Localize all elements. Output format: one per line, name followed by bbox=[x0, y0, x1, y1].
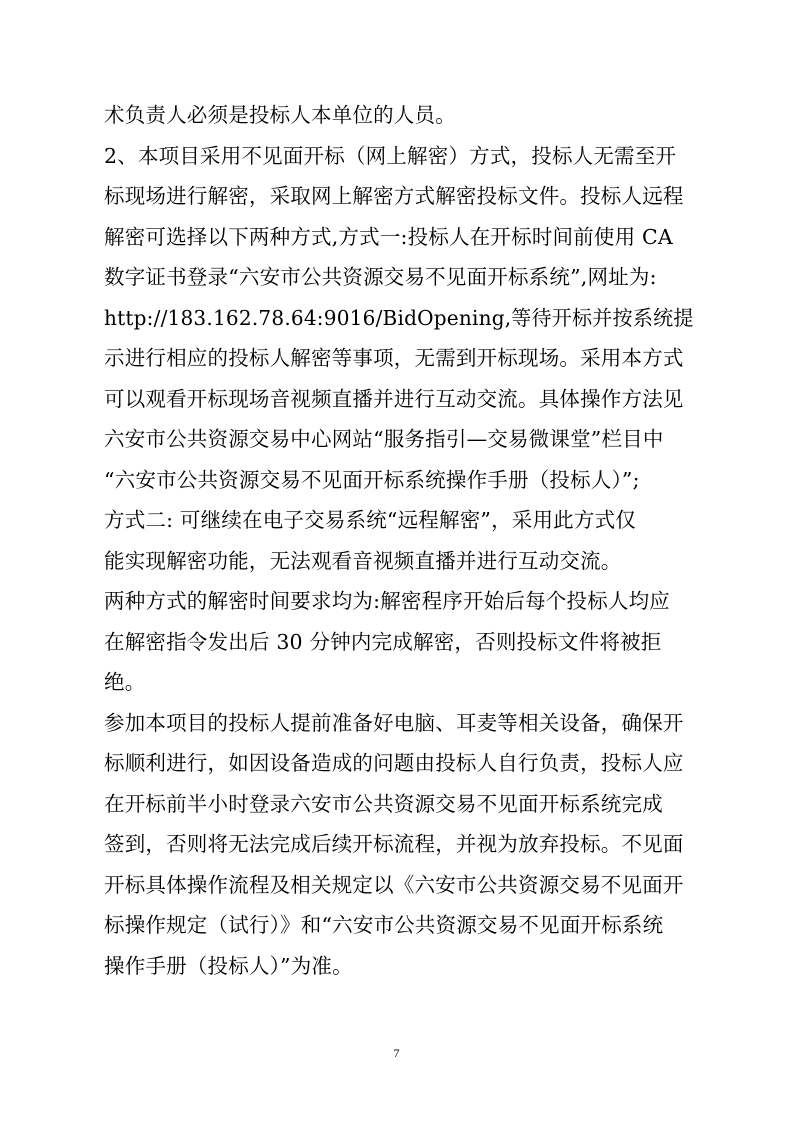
text-line: 标现场进行解密，采取网上解密方式解密投标文件。投标人远程 bbox=[104, 184, 684, 208]
text-line: 操作手册（投标人）”为准。 bbox=[104, 954, 353, 978]
text-line: 术负责人必须是投标人本单位的人员。 bbox=[104, 103, 456, 127]
text-line: 标顺利进行，如因设备造成的问题由投标人自行负责，投标人应 bbox=[104, 751, 684, 775]
text-line: 开标具体操作流程及相关规定以《六安市公共资源交易不见面开 bbox=[104, 873, 684, 897]
url-text-line: http://183.162.78.64:9016/BidOpening,等待开标并按系统提 bbox=[104, 306, 694, 330]
text-line: 方式二: 可继续在电子交易系统“远程解密”，采用此方式仅 bbox=[104, 508, 636, 532]
text-line: 签到，否则将无法完成后续开标流程，并视为放弃投标。不见面 bbox=[104, 832, 684, 856]
text-line: 在解密指令发出后 30 分钟内完成解密，否则投标文件将被拒 bbox=[104, 630, 662, 654]
text-line: 2、本项目采用不见面开标（网上解密）方式，投标人无需至开 bbox=[104, 144, 677, 168]
text-line: 绝。 bbox=[104, 670, 146, 694]
text-line: 解密可选择以下两种方式,方式一:投标人在开标时间前使用 CA bbox=[104, 225, 673, 249]
text-line: 标操作规定（试行）》和“六安市公共资源交易不见面开标系统 bbox=[104, 913, 664, 937]
text-line: 数字证书登录“六安市公共资源交易不见面开标系统”,网址为: bbox=[104, 265, 657, 289]
page-number: 7 bbox=[393, 1046, 400, 1060]
text-line: 两种方式的解密时间要求均为:解密程序开始后每个投标人均应 bbox=[104, 589, 671, 613]
text-line: 在开标前半小时登录六安市公共资源交易不见面开标系统完成 bbox=[104, 792, 663, 816]
text-line: 六安市公共资源交易中心网站“服务指引—交易微课堂”栏目中 bbox=[104, 427, 664, 451]
text-line: 可以观看开标现场音视频直播并进行互动交流。具体操作方法见 bbox=[104, 387, 684, 411]
text-line: “六安市公共资源交易不见面开标系统操作手册（投标人）”; bbox=[104, 468, 640, 492]
text-line: 示进行相应的投标人解密等事项，无需到开标现场。采用本方式 bbox=[104, 346, 684, 370]
text-line: 参加本项目的投标人提前准备好电脑、耳麦等相关设备，确保开 bbox=[104, 711, 684, 735]
text-line: 能实现解密功能，无法观看音视频直播并进行互动交流。 bbox=[104, 549, 622, 573]
